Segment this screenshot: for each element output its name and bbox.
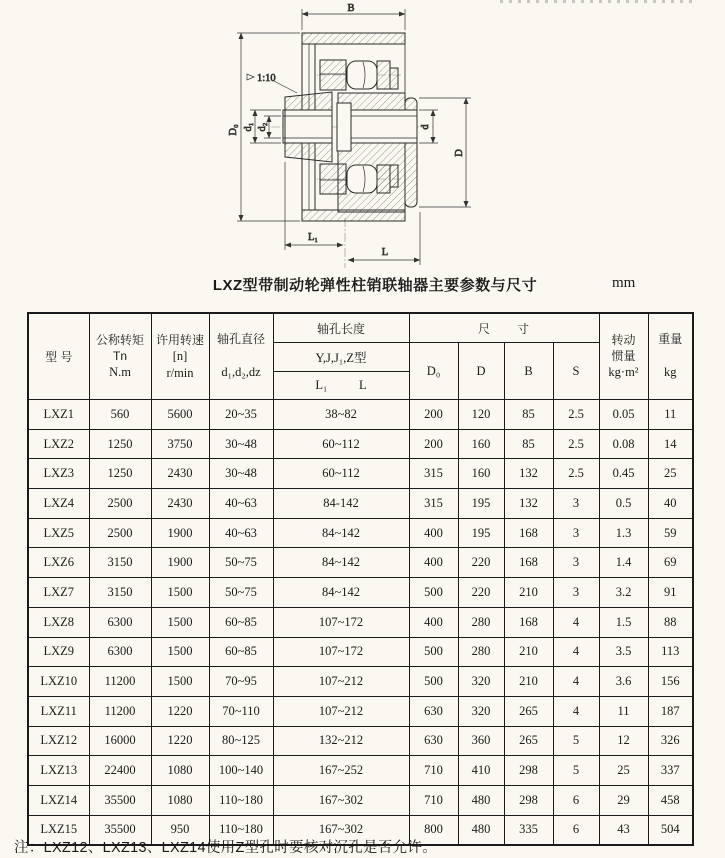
cell-B: 265 <box>504 726 553 756</box>
col-header-inertia <box>599 313 648 400</box>
cell-inertia: 3.2 <box>599 578 648 608</box>
cell-inertia: 1.5 <box>599 607 648 637</box>
table-row <box>28 756 693 786</box>
cell-D: 220 <box>458 578 504 608</box>
dim-label-D0: D₀ <box>228 124 239 136</box>
cell-model: LXZ6 <box>28 548 89 578</box>
table-row <box>28 578 693 608</box>
cell-length: 107~172 <box>273 607 409 637</box>
cell-bore: 50~75 <box>209 578 273 608</box>
cell-speed: 1500 <box>151 578 209 608</box>
cell-D0: 710 <box>409 756 458 786</box>
cell-torque: 2500 <box>89 518 151 548</box>
cell-B: 298 <box>504 785 553 815</box>
table-row <box>28 518 693 548</box>
cell-inertia: 0.45 <box>599 459 648 489</box>
cell-speed: 950 <box>151 815 209 845</box>
cell-torque: 6300 <box>89 607 151 637</box>
cell-S: 6 <box>553 785 599 815</box>
S-label: S <box>572 363 580 378</box>
table-row <box>28 489 693 519</box>
cell-inertia: 1.3 <box>599 518 648 548</box>
cell-D: 320 <box>458 696 504 726</box>
cell-B: 298 <box>504 756 553 786</box>
dim-label-L1: L₁ <box>307 232 319 243</box>
L-label: L <box>359 378 367 392</box>
inertia-label-line3: kg·m² <box>608 365 639 380</box>
table-row <box>28 429 693 459</box>
cell-S: 4 <box>553 696 599 726</box>
cell-length: 84~142 <box>273 518 409 548</box>
cell-bore: 80~125 <box>209 726 273 756</box>
col-header-bore-dia <box>209 313 273 400</box>
inertia-label-line1: 转动 <box>611 332 636 347</box>
cell-D0: 400 <box>409 548 458 578</box>
cell-S: 2.5 <box>553 459 599 489</box>
cell-weight: 14 <box>648 429 693 459</box>
cell-D: 160 <box>458 459 504 489</box>
table-row <box>28 459 693 489</box>
dim-label-d1: d₁ <box>243 122 254 132</box>
cell-D0: 800 <box>409 815 458 845</box>
cell-inertia: 1.4 <box>599 548 648 578</box>
cell-model: LXZ7 <box>28 578 89 608</box>
cell-length: 132~212 <box>273 726 409 756</box>
cell-length: 107~212 <box>273 696 409 726</box>
elastic-pin <box>337 103 351 151</box>
cell-weight: 187 <box>648 696 693 726</box>
cell-torque: 3150 <box>89 548 151 578</box>
parameter-table <box>27 312 694 846</box>
page-title: LXZ型带制动轮弹性柱销联轴器主要参数与尺寸 <box>212 277 538 294</box>
cell-model: LXZ1 <box>28 400 89 430</box>
cell-B: 85 <box>504 429 553 459</box>
cell-S: 4 <box>553 637 599 667</box>
L1-label: L₁ <box>315 378 328 392</box>
D-label: D <box>476 363 486 378</box>
cell-length: 84-142 <box>273 489 409 519</box>
cell-inertia: 3.5 <box>599 637 648 667</box>
cell-D: 195 <box>458 489 504 519</box>
cell-D0: 710 <box>409 785 458 815</box>
size-group-label: 尺 寸 <box>477 321 530 336</box>
cell-D: 195 <box>458 518 504 548</box>
cell-S: 5 <box>553 726 599 756</box>
cell-D0: 630 <box>409 726 458 756</box>
cell-torque: 3150 <box>89 578 151 608</box>
cell-speed: 1080 <box>151 756 209 786</box>
cell-S: 2.5 <box>553 429 599 459</box>
speed-label-line3: r/min <box>166 365 194 380</box>
cell-D0: 400 <box>409 518 458 548</box>
cell-D0: 200 <box>409 400 458 430</box>
cell-length: 60~112 <box>273 429 409 459</box>
cell-torque: 1250 <box>89 429 151 459</box>
cell-D0: 500 <box>409 637 458 667</box>
cell-model: LXZ9 <box>28 637 89 667</box>
cell-length: 167~252 <box>273 756 409 786</box>
cell-B: 210 <box>504 667 553 697</box>
cell-B: 168 <box>504 607 553 637</box>
cell-length: 84~142 <box>273 548 409 578</box>
cell-weight: 69 <box>648 548 693 578</box>
torque-label-line2: N.m <box>109 365 131 380</box>
cell-S: 3 <box>553 489 599 519</box>
cell-S: 2.5 <box>553 400 599 430</box>
cell-inertia: 0.5 <box>599 489 648 519</box>
cell-weight: 11 <box>648 400 693 430</box>
cell-weight: 326 <box>648 726 693 756</box>
bore-dia-label-line2: d₁,d₂,dz <box>221 364 261 379</box>
cell-torque: 1250 <box>89 459 151 489</box>
cell-bore: 110~180 <box>209 815 273 845</box>
cell-length: 167~302 <box>273 785 409 815</box>
unit-label: mm <box>612 275 636 291</box>
table-row <box>28 667 693 697</box>
cell-model: LXZ15 <box>28 815 89 845</box>
cell-bore: 40~63 <box>209 518 273 548</box>
inertia-label-line2: 惯量 <box>611 349 636 364</box>
cell-B: 132 <box>504 489 553 519</box>
taper-label: 1:10 <box>257 73 276 84</box>
footnote: 注：LXZ12、LXZ13、LXZ14使用Z型孔时要核对沉孔是否允许。 <box>14 840 438 856</box>
col-header-S <box>553 343 599 400</box>
cell-torque: 560 <box>89 400 151 430</box>
cell-weight: 25 <box>648 459 693 489</box>
cell-bore: 30~48 <box>209 459 273 489</box>
cell-S: 3 <box>553 548 599 578</box>
cell-torque: 11200 <box>89 696 151 726</box>
cell-model: LXZ8 <box>28 607 89 637</box>
bore-types-label: Y,J,J₁,Z型 <box>315 351 367 365</box>
cell-bore: 60~85 <box>209 607 273 637</box>
cell-speed: 1220 <box>151 726 209 756</box>
cell-speed: 1900 <box>151 548 209 578</box>
cell-bore: 100~140 <box>209 756 273 786</box>
cell-model: LXZ14 <box>28 785 89 815</box>
speed-label-line1: 许用转速 <box>155 332 204 347</box>
cell-weight: 91 <box>648 578 693 608</box>
cell-model: LXZ4 <box>28 489 89 519</box>
cell-torque: 2500 <box>89 489 151 519</box>
col-header-model <box>28 313 89 400</box>
cell-inertia: 12 <box>599 726 648 756</box>
speed-label-line2: [n] <box>172 348 188 363</box>
cell-D: 160 <box>458 429 504 459</box>
cell-length: 107~212 <box>273 667 409 697</box>
cell-D: 320 <box>458 667 504 697</box>
left-hub <box>283 92 332 162</box>
col-header-L1-L <box>273 372 409 400</box>
cell-inertia: 11 <box>599 696 648 726</box>
dim-B <box>302 3 405 30</box>
table-row <box>28 726 693 756</box>
col-header-size-group <box>409 313 599 343</box>
cell-D: 360 <box>458 726 504 756</box>
cell-bore: 110~180 <box>209 785 273 815</box>
col-header-B <box>504 343 553 400</box>
cell-bore: 70~110 <box>209 696 273 726</box>
cell-weight: 337 <box>648 756 693 786</box>
B-label: B <box>524 363 533 378</box>
table-body <box>28 400 693 846</box>
lower-pin-area <box>320 164 398 194</box>
weight-label-line1: 重量 <box>658 332 683 347</box>
cell-model: LXZ10 <box>28 667 89 697</box>
cell-model: LXZ5 <box>28 518 89 548</box>
table-row <box>28 785 693 815</box>
dim-label-d2: d₂ <box>257 122 268 132</box>
cell-B: 85 <box>504 400 553 430</box>
cell-weight: 113 <box>648 637 693 667</box>
cell-B: 168 <box>504 548 553 578</box>
dim-label-L: L <box>381 247 389 258</box>
cell-speed: 1500 <box>151 667 209 697</box>
cell-bore: 50~75 <box>209 548 273 578</box>
cell-bore: 60~85 <box>209 637 273 667</box>
cell-D: 220 <box>458 548 504 578</box>
dim-label-B: B <box>347 3 355 14</box>
cell-torque: 22400 <box>89 756 151 786</box>
cell-speed: 5600 <box>151 400 209 430</box>
cell-D0: 200 <box>409 429 458 459</box>
cell-inertia: 29 <box>599 785 648 815</box>
cell-D: 480 <box>458 785 504 815</box>
cell-model: LXZ3 <box>28 459 89 489</box>
cell-speed: 3750 <box>151 429 209 459</box>
D0-label: D₀ <box>426 363 441 378</box>
table-row <box>28 637 693 667</box>
col-header-weight <box>648 313 693 400</box>
col-header-bore-types <box>273 343 409 372</box>
cell-model: LXZ2 <box>28 429 89 459</box>
cell-speed: 1500 <box>151 637 209 667</box>
dim-label-D: D <box>454 149 465 157</box>
torque-label-line1: 公称转矩Tn <box>95 332 144 364</box>
cell-bore: 30~48 <box>209 429 273 459</box>
cell-weight: 40 <box>648 489 693 519</box>
cell-D0: 500 <box>409 578 458 608</box>
cell-model: LXZ12 <box>28 726 89 756</box>
table-row <box>28 607 693 637</box>
cell-length: 38~82 <box>273 400 409 430</box>
cell-inertia: 43 <box>599 815 648 845</box>
col-header-bore-length <box>273 313 409 343</box>
cell-torque: 6300 <box>89 637 151 667</box>
cell-torque: 11200 <box>89 667 151 697</box>
title-bar <box>0 274 725 296</box>
taper-callout <box>247 73 297 93</box>
cell-inertia: 0.05 <box>599 400 648 430</box>
cell-speed: 1900 <box>151 518 209 548</box>
cell-length: 167~302 <box>273 815 409 845</box>
cell-D: 280 <box>458 637 504 667</box>
cell-torque: 35500 <box>89 785 151 815</box>
cell-S: 3 <box>553 578 599 608</box>
cell-S: 3 <box>553 518 599 548</box>
cell-weight: 458 <box>648 785 693 815</box>
table-row <box>28 548 693 578</box>
cell-length: 84~142 <box>273 578 409 608</box>
cell-B: 210 <box>504 578 553 608</box>
drawing-svg <box>225 0 495 270</box>
cell-S: 6 <box>553 815 599 845</box>
cell-D: 120 <box>458 400 504 430</box>
cell-S: 4 <box>553 607 599 637</box>
cell-S: 4 <box>553 667 599 697</box>
cell-D0: 315 <box>409 489 458 519</box>
cell-speed: 2430 <box>151 489 209 519</box>
dim-d <box>419 110 438 143</box>
weight-label-line2: kg <box>664 364 677 379</box>
cell-B: 168 <box>504 518 553 548</box>
cell-torque: 35500 <box>89 815 151 845</box>
bore-length-label: 轴孔长度 <box>316 321 365 336</box>
cell-D0: 630 <box>409 696 458 726</box>
cell-B: 335 <box>504 815 553 845</box>
cell-B: 210 <box>504 637 553 667</box>
cell-weight: 504 <box>648 815 693 845</box>
dim-D <box>419 98 471 207</box>
cutoff-text-remnant <box>500 0 696 3</box>
col-header-D0 <box>409 343 458 400</box>
coupling-cross-section-drawing <box>225 0 495 270</box>
upper-pin-area <box>320 60 398 90</box>
cell-model: LXZ11 <box>28 696 89 726</box>
cell-D: 410 <box>458 756 504 786</box>
cell-speed: 1220 <box>151 696 209 726</box>
parameter-table-wrap <box>27 312 694 846</box>
table-row <box>28 696 693 726</box>
cell-weight: 156 <box>648 667 693 697</box>
cell-speed: 1080 <box>151 785 209 815</box>
cell-torque: 16000 <box>89 726 151 756</box>
dim-label-d: d <box>420 124 431 130</box>
cell-D: 280 <box>458 607 504 637</box>
cell-D: 480 <box>458 815 504 845</box>
cell-weight: 88 <box>648 607 693 637</box>
cell-inertia: 25 <box>599 756 648 786</box>
col-header-torque <box>89 313 151 400</box>
cell-D0: 500 <box>409 667 458 697</box>
cell-S: 5 <box>553 756 599 786</box>
cell-speed: 1500 <box>151 607 209 637</box>
cell-model: LXZ13 <box>28 756 89 786</box>
cell-inertia: 3.6 <box>599 667 648 697</box>
col-header-speed <box>151 313 209 400</box>
table-header <box>28 313 693 400</box>
cell-length: 60~112 <box>273 459 409 489</box>
cell-bore: 40~63 <box>209 489 273 519</box>
cell-speed: 2430 <box>151 459 209 489</box>
col-header-model-label: 型 号 <box>45 350 73 364</box>
cell-weight: 59 <box>648 518 693 548</box>
table-row <box>28 400 693 430</box>
cell-D0: 315 <box>409 459 458 489</box>
cell-B: 132 <box>504 459 553 489</box>
cell-bore: 70~95 <box>209 667 273 697</box>
cell-inertia: 0.08 <box>599 429 648 459</box>
bore-dia-label-line1: 轴孔直径 <box>216 332 265 347</box>
cell-D0: 400 <box>409 607 458 637</box>
cell-bore: 20~35 <box>209 400 273 430</box>
cell-length: 107~172 <box>273 637 409 667</box>
cell-B: 265 <box>504 696 553 726</box>
col-header-D <box>458 343 504 400</box>
